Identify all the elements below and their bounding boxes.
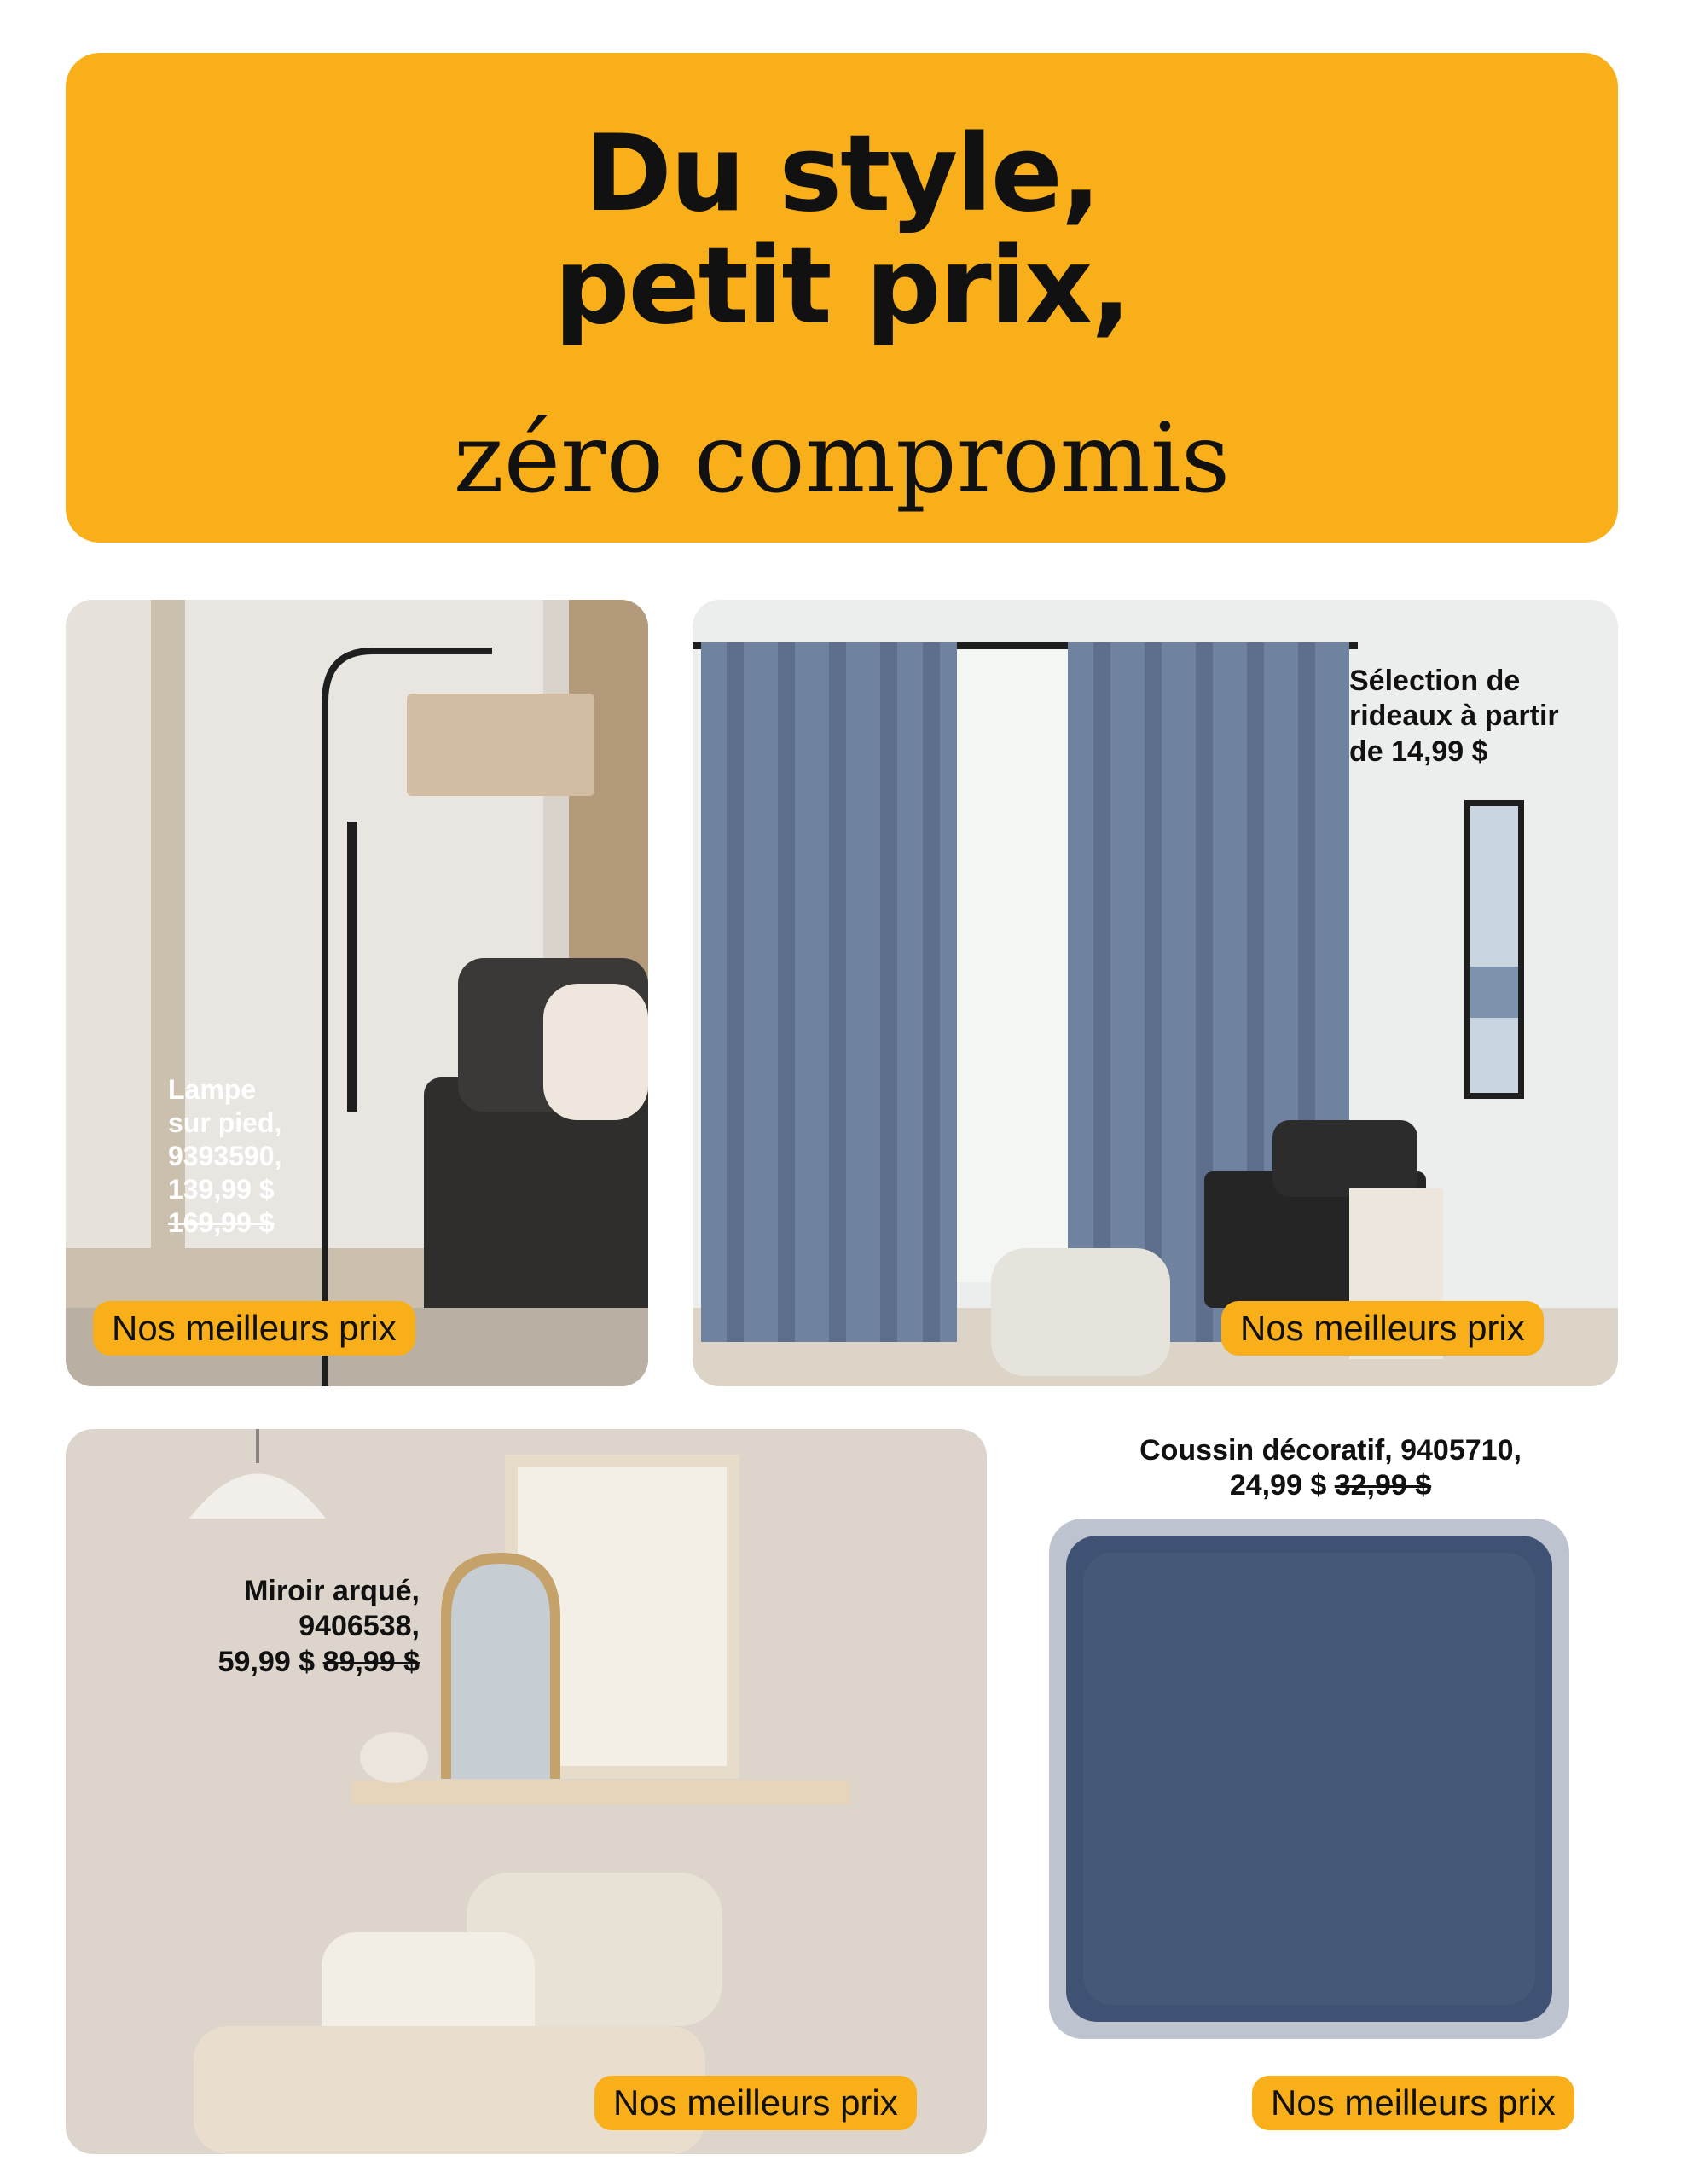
lamp-price: 139,99 $ (168, 1174, 275, 1205)
mirror-card[interactable] (66, 1429, 987, 2154)
cushion-price: 24,99 $ (1229, 1469, 1327, 1502)
cushion-best-price-badge[interactable]: Nos meilleurs prix (1252, 2076, 1574, 2130)
cushion-caption (1023, 1433, 1638, 1504)
curtains-card[interactable] (693, 600, 1618, 1386)
curtains-line-1: Sélection de (1349, 665, 1521, 697)
cushion-old-price: 32,99 $ (1334, 1469, 1432, 1502)
mirror-scene-image (66, 1429, 987, 2154)
lamp-name-2: sur pied, (168, 1107, 282, 1139)
cushion-name: Coussin décoratif, 9405710, (1139, 1434, 1522, 1467)
headline-banner (66, 53, 1618, 543)
headline-line-1: Du style, (584, 113, 1099, 235)
curtains-caption (1349, 664, 1559, 770)
mirror-name: Miroir arqué, (244, 1575, 420, 1607)
headline-line-3: zéro compromis (453, 404, 1231, 514)
lamp-card[interactable] (66, 600, 648, 1386)
cushion-price-line (1023, 1468, 1638, 1503)
cushion-image (1032, 1502, 1586, 2056)
mirror-sku: 9406538, (299, 1610, 420, 1643)
mirror-caption (218, 1574, 420, 1680)
mirror-price: 59,99 $ (217, 1645, 316, 1678)
lamp-sku: 9393590, (168, 1141, 282, 1172)
mirror-old-price: 89,99 $ (322, 1645, 420, 1678)
mirror-price-line (218, 1645, 420, 1680)
lamp-old-price: 169,99 $ (168, 1207, 275, 1239)
mirror-best-price-badge[interactable]: Nos meilleurs prix (594, 2076, 917, 2130)
lamp-best-price-badge[interactable]: Nos meilleurs prix (93, 1301, 415, 1356)
curtains-best-price-badge[interactable]: Nos meilleurs prix (1221, 1301, 1544, 1356)
curtains-line-3: de 14,99 $ (1349, 735, 1488, 768)
lamp-name: Lampe (168, 1074, 257, 1105)
lamp-caption (168, 1073, 281, 1240)
lamp-scene-image (66, 600, 648, 1386)
headline-line-2: petit prix, (554, 225, 1130, 348)
curtains-line-2: rideaux à partir (1349, 700, 1559, 733)
